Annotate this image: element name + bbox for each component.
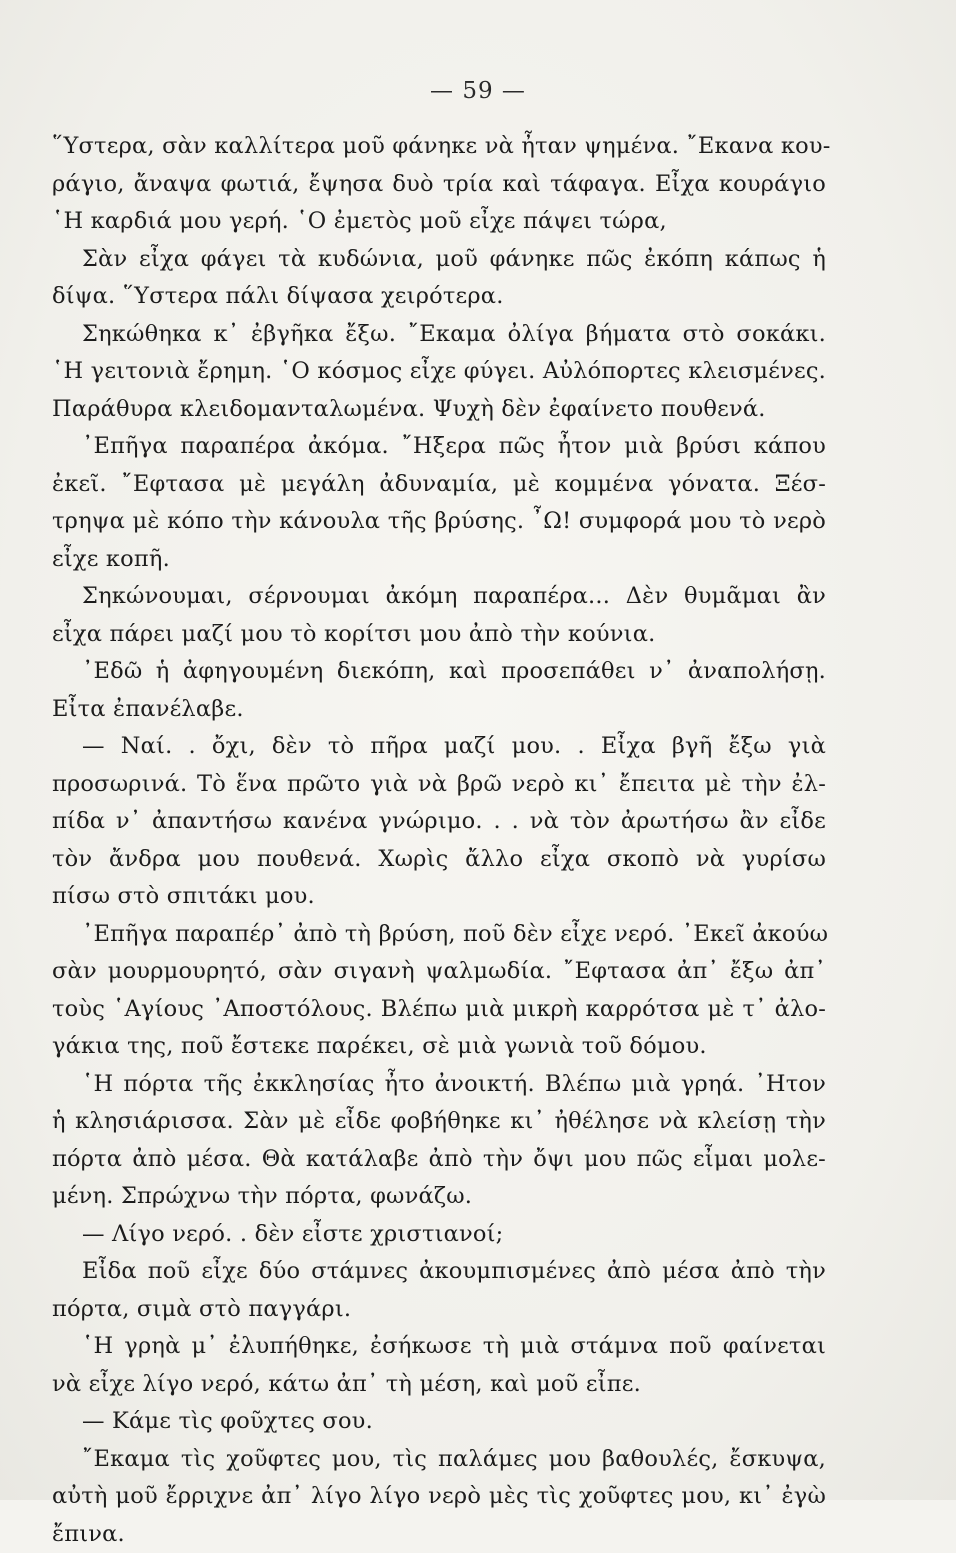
text-line: εἶχε κοπῆ. xyxy=(52,541,826,579)
text-line: ᾽Εδῶ ἡ ἀφηγουμένη διεκόπη, καὶ προσεπάθει ν᾽ ἀναπολήσῃ. xyxy=(52,653,826,691)
text-line: ῎Εκαμα τὶς χοῦφτες μου, τὶς παλάμες μου βαθουλές, ἔσκυψα, xyxy=(52,1441,826,1479)
text-line: — Ναί. . ὄχι, δὲν τὸ πῆρα μαζί μου. . Εἶχα βγῆ ἔξω γιὰ xyxy=(52,728,826,766)
text-line: τρηψα μὲ κόπο τὴν κάνουλα τῆς βρύσης. ῏Ω! συμφορά μου τὸ νερὸ xyxy=(52,503,826,541)
text-line: ράγιο, ἄναψα φωτιά, ἔψησα δυὸ τρία καὶ τάφαγα. Εἶχα κουράγιο xyxy=(52,166,826,204)
text-line: γάκια της, ποῦ ἔστεκε παρέκει, σὲ μιὰ γωνιὰ τοῦ δόμου. xyxy=(52,1028,826,1066)
text-line: ῞Υστερα, σὰν καλλίτερα μοῦ φάνηκε νὰ ἦταν ψημένα. ῎Εκανα κου- xyxy=(52,128,826,166)
page-number: — 59 — xyxy=(0,78,956,104)
text-line: ἔπινα. xyxy=(52,1516,826,1553)
text-line: προσωρινά. Τὸ ἕνα πρῶτο γιὰ νὰ βρῶ νερὸ κι᾽ ἔπειτα μὲ τὴν ἐλ- xyxy=(52,766,826,804)
text-line: ῾Η γρηὰ μ᾽ ἐλυπήθηκε, ἐσήκωσε τὴ μιὰ στάμνα ποῦ φαίνεται xyxy=(52,1328,826,1366)
text-line: ῾Η πόρτα τῆς ἐκκλησίας ἦτο ἀνοικτή. Βλέπω μιὰ γρηά. ᾽Ητον xyxy=(52,1066,826,1104)
text-line: — Κάμε τὶς φοῦχτες σου. xyxy=(52,1403,826,1441)
text-line: Σὰν εἶχα φάγει τὰ κυδώνια, μοῦ φάνηκε πῶς ἐκόπη κάπως ἡ xyxy=(52,241,826,279)
text-line: ῾Η καρδιά μου γερή. ῾Ο ἐμετὸς μοῦ εἶχε πάψει τώρα, xyxy=(52,203,826,241)
text-line: νὰ εἶχε λίγο νερό, κάτω ἀπ᾽ τὴ μέση, καὶ μοῦ εἶπε. xyxy=(52,1366,826,1404)
text-line: πίδα ν᾽ ἀπαντήσω κανένα γνώριμο. . . νὰ τὸν ἀρωτήσω ἂν εἶδε xyxy=(52,803,826,841)
text-line: αὐτὴ μοῦ ἔρριχνε ἀπ᾽ λίγο λίγο νερὸ μὲς τὶς χοῦφτες μου, κι᾽ ἐγὼ xyxy=(52,1478,826,1516)
text-line: Σηκώθηκα κ᾽ ἐβγῆκα ἔξω. ῎Εκαμα ὀλίγα βήματα στὸ σοκάκι. xyxy=(52,316,826,354)
text-line: ᾽Επῆγα παραπέρα ἀκόμα. ῎Ηξερα πῶς ἦτον μιὰ βρύσι κάπου xyxy=(52,428,826,466)
text-line: — Λίγο νερό. . δὲν εἶστε χριστιανοί; xyxy=(52,1216,826,1254)
text-line: ῾Η γειτονιὰ ἔρημη. ῾Ο κόσμος εἶχε φύγει. Αὐλόπορτες κλεισμένες. xyxy=(52,353,826,391)
text-line: Σηκώνουμαι, σέρνουμαι ἀκόμη παραπέρα... Δὲν θυμᾶμαι ἂν xyxy=(52,578,826,616)
text-line: πόρτα, σιμὰ στὸ παγγάρι. xyxy=(52,1291,826,1329)
text-line: πόρτα ἀπὸ μέσα. Θὰ κατάλαβε ἀπὸ τὴν ὄψι μου πῶς εἶμαι μολε- xyxy=(52,1141,826,1179)
text-line: ἡ κλησιάρισσα. Σὰν μὲ εἶδε φοβήθηκε κι᾽ ἠθέλησε νὰ κλείσῃ τὴν xyxy=(52,1103,826,1141)
text-line: τοὺς ῾Αγίους ᾽Αποστόλους. Βλέπω μιὰ μικρὴ καρρότσα μὲ τ᾽ ἀλο- xyxy=(52,991,826,1029)
text-line: Εἶτα ἐπανέλαβε. xyxy=(52,691,826,729)
body-text xyxy=(52,128,826,1553)
text-line: πίσω στὸ σπιτάκι μου. xyxy=(52,878,826,916)
text-line: ἐκεῖ. ῎Εφτασα μὲ μεγάλη ἀδυναμία, μὲ κομμένα γόνατα. Ξέσ- xyxy=(52,466,826,504)
text-line: τὸν ἄνδρα μου πουθενά. Χωρὶς ἄλλο εἶχα σκοπὸ νὰ γυρίσω xyxy=(52,841,826,879)
text-line: Παράθυρα κλειδομανταλωμένα. Ψυχὴ δὲν ἐφαίνετο πουθενά. xyxy=(52,391,826,429)
text-line: μένη. Σπρώχνω τὴν πόρτα, φωνάζω. xyxy=(52,1178,826,1216)
text-line: Εἶδα ποῦ εἶχε δύο στάμνες ἀκουμπισμένες ἀπὸ μέσα ἀπὸ τὴν xyxy=(52,1253,826,1291)
text-line: δίψα. ῞Υστερα πάλι δίψασα χειρότερα. xyxy=(52,278,826,316)
text-line: εἶχα πάρει μαζί μου τὸ κορίτσι μου ἀπὸ τὴν κούνια. xyxy=(52,616,826,654)
text-line: ᾽Επῆγα παραπέρ᾽ ἀπὸ τὴ βρύση, ποῦ δὲν εἶχε νερό. ᾽Εκεῖ ἀκούω xyxy=(52,916,826,954)
text-line: σὰν μουρμουρητό, σὰν σιγανὴ ψαλμωδία. ῎Εφτασα ἀπ᾽ ἔξω ἀπ᾽ xyxy=(52,953,826,991)
